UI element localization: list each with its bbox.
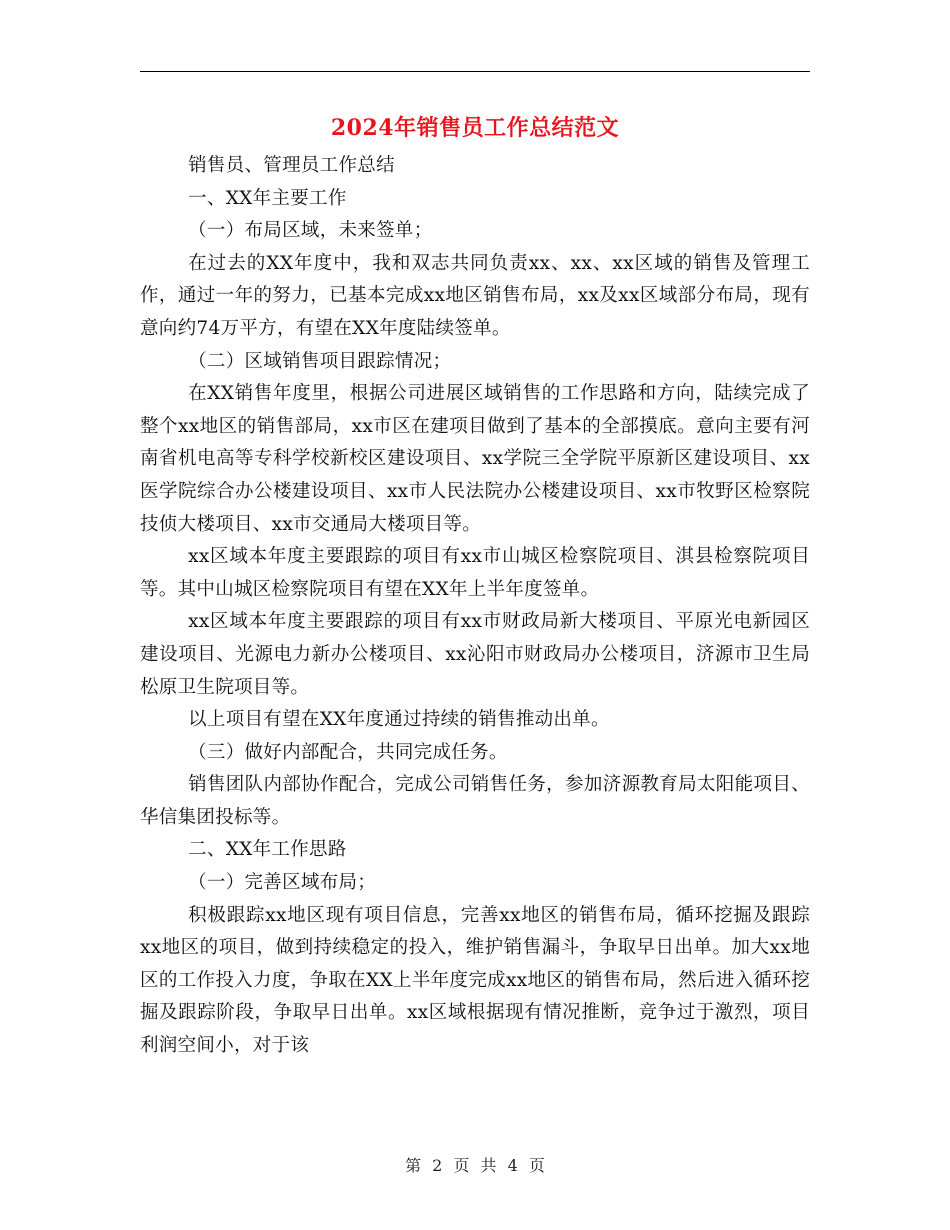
page-number-footer: 第 2 页 共 4 页 — [405, 1156, 545, 1175]
paragraph: 销售团队内部协作配合，完成公司销售任务，参加济源教育局太阳能项目、华信集团投标等。 — [140, 774, 810, 828]
document-title: 2024年销售员工作总结范文 — [330, 115, 620, 141]
section-heading: 一、XX年主要工作 — [188, 187, 347, 209]
subsection-heading: （一）完善区域布局； — [188, 872, 377, 894]
paragraph: 积极跟踪xx地区现有项目信息，完善xx地区的销售布局，循环挖掘及跟踪xx地区的项目，做到持续稳定的投入，维护销售漏斗，争取早日出单。加大xx地区的工作投入力度，争取在XX上半年度完成xx地区的销售布局，然后进入循环挖掘及跟踪阶段，争取早日出单。xx区域根据现有情况推断，竞争过于激烈，项目利润空间小，对于该 — [140, 904, 810, 1057]
paragraph: xx区域本年度主要跟踪的项目有xx市财政局新大楼项目、平原光电新园区建设项目、光源电力新办公楼项目、xx沁阳市财政局办公楼项目，济源市卫生局松原卫生院项目等。 — [140, 611, 810, 698]
paragraph: xx区域本年度主要跟踪的项目有xx市山城区检察院项目、淇县检察院项目等。其中山城区检察院项目有望在XX年上半年度签单。 — [140, 546, 810, 600]
paragraph: 在XX销售年度里，根据公司进展区域销售的工作思路和方向，陆续完成了整个xx地区的销售部局，xx市区在建项目做到了基本的全部摸底。意向主要有河南省机电高等专科学校新校区建设项目、xx学院三全学院平原新区建设项目、xx医学院综合办公楼建设项目、xx市人民法院办公楼建设项目、xx市牧野区检察院技侦大楼项目、xx市交通局大楼项目等。 — [140, 383, 810, 535]
paragraph: 以上项目有望在XX年度通过持续的销售推动出单。 — [188, 709, 610, 731]
document-body — [140, 150, 810, 1063]
subsection-heading: （二）区域销售项目跟踪情况； — [188, 350, 452, 372]
paragraph: 在过去的XX年度中，我和双志共同负责xx、xx、xx区域的销售及管理工作，通过一年的努力，已基本完成xx地区销售布局，xx及xx区域部分布局，现有意向约74万平方，有望在XX年度陆续签单。 — [140, 252, 810, 339]
header-rule — [140, 71, 810, 72]
section-heading: 二、XX年工作思路 — [188, 839, 347, 861]
paragraph: 销售员、管理员工作总结 — [188, 155, 395, 176]
subsection-heading: （三）做好内部配合，共同完成任务。 — [188, 741, 508, 763]
subsection-heading: （一）布局区域，未来签单； — [188, 220, 433, 242]
